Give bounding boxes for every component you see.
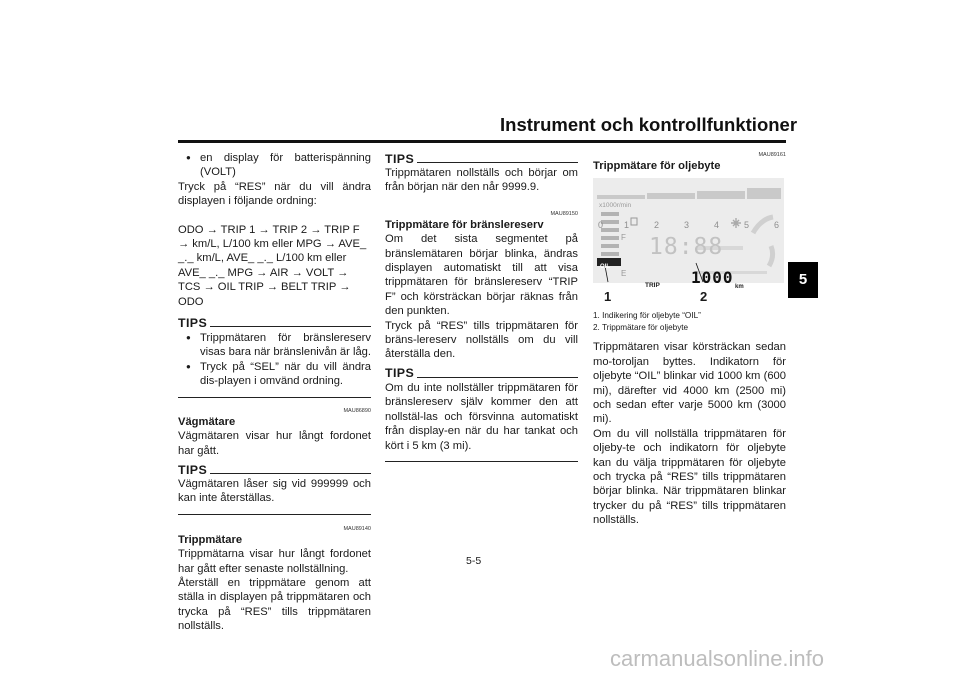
chapter-tab: 5	[788, 262, 818, 298]
bullet-volt: ● en display för batterispänning (VOLT)	[178, 151, 371, 180]
tips-heading	[385, 151, 578, 166]
tips-end-rule	[385, 461, 578, 462]
section-title-trip: Trippmätare	[178, 533, 243, 546]
trip-text-2: Återställ en trippmätare genom att ställa in displayen på trippmätaren och trycka på “RES” tills trippmätaren nollställs.	[178, 576, 371, 633]
figure-caption: 1. Indikering för oljebyte “OIL”	[593, 311, 701, 321]
tips-text: Vägmätaren låser sig vid 999999 och kan inte återställas.	[178, 477, 371, 505]
tips-heading	[385, 366, 578, 381]
column-1	[178, 151, 371, 634]
fuel-text-2: Tryck på “RES” tills trippmätaren för bräns-lereserv nollställs om du vill återställa den.	[385, 319, 578, 361]
header-rule	[178, 140, 786, 143]
trip-label: TRIP	[645, 282, 660, 290]
rpm-unit-label: x1000r/min	[599, 202, 632, 210]
tips-label: TIPS	[385, 366, 415, 381]
clock-readout: 18:88	[649, 234, 724, 261]
tick-label: 6	[774, 220, 780, 231]
doc-code: MAU89161	[758, 152, 786, 158]
oil-text-2: Om du vill nollställa trippmätaren för oljeby-te och indikatorn för oljebyte kan du välja trippmätaren för oljebyte och trycka på “RES” tills trippmätaren börjar blinka. När trippmätaren blinkar trycker du på “RES” tills trippmätaren nollställs.	[593, 427, 786, 527]
figure-caption: 2. Trippmätare för oljebyte	[593, 323, 689, 333]
display-sequence: ODO → TRIP 1 → TRIP 2 → TRIP F → km/L, L/100 km eller MPG → AVE_ _._ km/L, AVE_ _._ L/100 km eller AVE_ _._ MPG → AIR → VOLT → TCS → OIL TRIP → BELT TRIP → ODO	[178, 223, 367, 308]
page-header-title: Instrument och kontrollfunktioner	[500, 114, 798, 135]
column-2	[385, 151, 578, 462]
fuel-empty-label: E	[621, 269, 627, 279]
instrument-display-illustration	[593, 178, 786, 308]
tick-label: 3	[684, 220, 690, 231]
doc-code: MAU89140	[343, 525, 371, 532]
section-title-oil: Trippmätare för oljebyte	[593, 160, 721, 172]
tips-label: TIPS	[178, 462, 208, 477]
doc-code: MAU89150	[550, 210, 578, 217]
tips-label: TIPS	[385, 151, 415, 166]
tick-label: 0	[598, 220, 604, 231]
odo-text: Vägmätaren visar hur långt fordonet har gått.	[178, 430, 371, 457]
tips-item: ● Tryck på “SEL” när du vill ändra dis-playen i omvänd ordning.	[178, 360, 371, 389]
fuel-text-1: Om det sista segmentet på bränslemätaren börjar blinka, ändras displayen automatiskt till att visa trippmätaren för bränslereserv “TRIP F” och körsträckan börjar räknas från den punkten.	[385, 233, 578, 318]
tips-text: Om du inte nollställer trippmätaren för bränslereserv själv kommer den att nollstäl-las och försvinna automatiskt från display-en när du har tankat och kört i 5 km (3 mi).	[385, 381, 578, 452]
page-number: 5-5	[466, 555, 482, 567]
tick-label: 5	[744, 220, 750, 231]
doc-code: MAU86890	[343, 407, 371, 414]
tips-text: Trippmätaren nollställs och börjar om från början när den når 9999.9.	[385, 167, 578, 194]
trip-unit: km	[735, 284, 744, 291]
display-intro: Tryck på “RES” när du vill ändra displayen i följande ordning:	[178, 180, 371, 208]
tips-heading	[178, 315, 371, 330]
callout-1: 1	[604, 289, 612, 305]
watermark: carmanualsonline.info	[610, 646, 825, 671]
tips-item: ● Trippmätaren för bränslereserv visas bara när bränslenivån är låg.	[178, 331, 371, 360]
section-title-fuel: Trippmätare för bränslereserv	[385, 218, 544, 231]
callout-2: 2	[700, 289, 708, 305]
column-3	[593, 151, 786, 528]
oil-text-1: Trippmätaren visar körsträckan sedan mo-toroljan byttes. Indikatorn för oljebyte “OIL” blinkar vid 1000 km (600 mi), därefter vid 4000 km (2500 mi) och sedan efter varje 5000 km (3000 mi).	[593, 341, 786, 426]
tips-end-rule	[178, 397, 371, 398]
oil-trip-readout: 1000	[691, 268, 734, 288]
fuel-full-label: F	[621, 233, 626, 243]
tick-label: 1	[624, 220, 630, 231]
section-title-odo: Vägmätare	[178, 415, 236, 428]
oil-indicator: OIL	[600, 264, 610, 271]
tick-label: 2	[654, 220, 660, 231]
tips-end-rule	[178, 514, 371, 515]
trip-text-1: Trippmätarna visar hur långt fordonet har gått efter senaste nollställning.	[178, 548, 371, 575]
tips-label: TIPS	[178, 315, 208, 330]
tick-label: 4	[714, 220, 720, 231]
tips-heading	[178, 462, 371, 477]
